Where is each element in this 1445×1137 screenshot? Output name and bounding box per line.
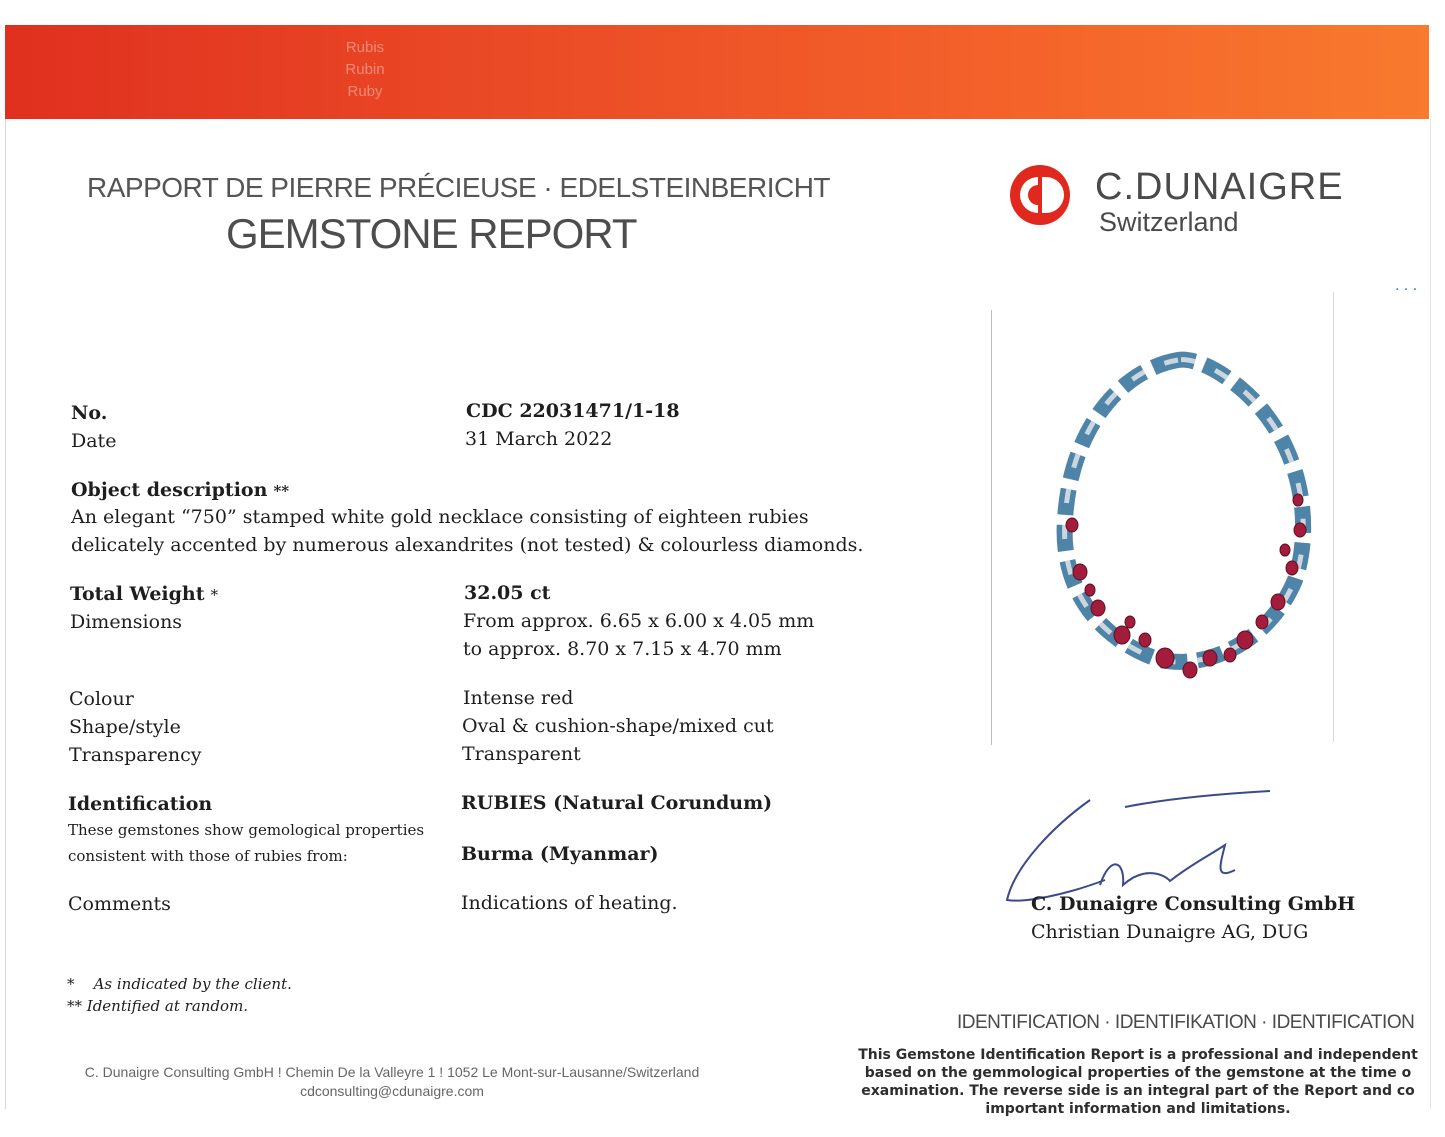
disclaimer-line4: important information and limitations.: [985, 1101, 1291, 1117]
footnote-random-mark: **: [67, 997, 82, 1015]
footnote-client-mark: *: [67, 975, 75, 993]
header-banner: [5, 25, 1429, 119]
banner-word-english: Ruby: [347, 83, 383, 100]
page-footer: [62, 1063, 722, 1101]
banner-word-french: Rubis: [345, 39, 385, 56]
disclaimer-line1: This Gemstone Identification Report is a professional and independent: [858, 1047, 1418, 1063]
object-description-label: Object description: [71, 479, 268, 501]
identification-note-line1: These gemstones show gemological properties: [68, 821, 425, 839]
object-description-mark: **: [273, 482, 290, 500]
dimensions-line1: From approx. 6.65 x 6.00 x 4.05 mm: [463, 610, 815, 632]
object-description-line1: An elegant “750” stamped white gold necklace consisting of eighteen rubies: [71, 506, 809, 528]
scan-specks: · · ·: [1395, 282, 1418, 298]
shape-value: Oval & cushion-shape/mixed cut: [462, 715, 774, 737]
date-value: 31 March 2022: [465, 428, 613, 450]
disclaimer-line2: based on the gemmological properties of the gemstone at the time o: [864, 1065, 1412, 1081]
total-weight-value: 32.05 ct: [464, 582, 551, 604]
total-weight-label: Total Weight: [70, 583, 205, 605]
identification-note-line2: consistent with those of rubies from:: [68, 847, 348, 865]
footnote-client: [67, 975, 292, 993]
banner-watermark: [325, 37, 405, 103]
signatory-person: Christian Dunaigre AG, DUG: [1031, 921, 1309, 943]
banner-word-german: Rubin: [345, 61, 385, 78]
identification-value: RUBIES (Natural Corundum): [461, 792, 773, 814]
report-number-label: No.: [71, 402, 108, 424]
photo-frame-left: [991, 310, 992, 745]
total-weight-heading: [70, 583, 218, 605]
object-description-heading: [71, 479, 289, 501]
report-subtitle: RAPPORT DE PIERRE PRÉCIEUSE · EDELSTEINBERICHT: [87, 172, 831, 203]
footnote-random-text: Identified at random.: [86, 997, 249, 1015]
report-number-value: CDC 22031471/1-18: [466, 400, 680, 422]
colour-label: Colour: [69, 688, 134, 710]
photo-frame-right: [1333, 292, 1334, 742]
shape-label: Shape/style: [69, 716, 181, 738]
company-logo-country: Switzerland: [1099, 207, 1239, 237]
dimensions-label: Dimensions: [70, 611, 183, 633]
dunaigre-logo-icon: [1008, 163, 1072, 227]
footnote-random: [67, 997, 248, 1015]
colour-value: Intense red: [463, 687, 574, 709]
dimensions-line2: to approx. 8.70 x 7.15 x 4.70 mm: [463, 638, 782, 660]
footer-email: cdconsulting@cdunaigre.com: [300, 1083, 484, 1099]
comments-value: Indications of heating.: [461, 892, 678, 914]
necklace-photo: [1030, 340, 1330, 710]
footer-address: C. Dunaigre Consulting GmbH ! Chemin De la Valleyre 1 ! 1052 Le Mont-sur-Lausanne/Switzerland: [84, 1064, 700, 1080]
total-weight-mark: *: [210, 586, 219, 604]
comments-label: Comments: [68, 893, 171, 915]
identification-disclaimer: [838, 1046, 1438, 1118]
report-title: GEMSTONE REPORT: [226, 210, 637, 257]
identification-label: Identification: [68, 793, 213, 815]
origin-value: Burma (Myanmar): [461, 843, 659, 865]
object-description-line2: delicately accented by numerous alexandrites (not tested) & colourless diamonds.: [71, 534, 864, 556]
disclaimer-line3: examination. The reverse side is an integral part of the Report and co: [861, 1083, 1415, 1099]
transparency-label: Transparency: [69, 744, 202, 766]
company-logo-name: C.DUNAIGRE: [1095, 166, 1344, 208]
identification-footer-heading: IDENTIFICATION · IDENTIFIKATION · IDENTIFICATION: [957, 1012, 1415, 1033]
transparency-value: Transparent: [462, 743, 581, 765]
date-label: Date: [71, 430, 117, 452]
signatory-company: C. Dunaigre Consulting GmbH: [1031, 893, 1356, 915]
footnote-client-text: As indicated by the client.: [93, 975, 292, 993]
